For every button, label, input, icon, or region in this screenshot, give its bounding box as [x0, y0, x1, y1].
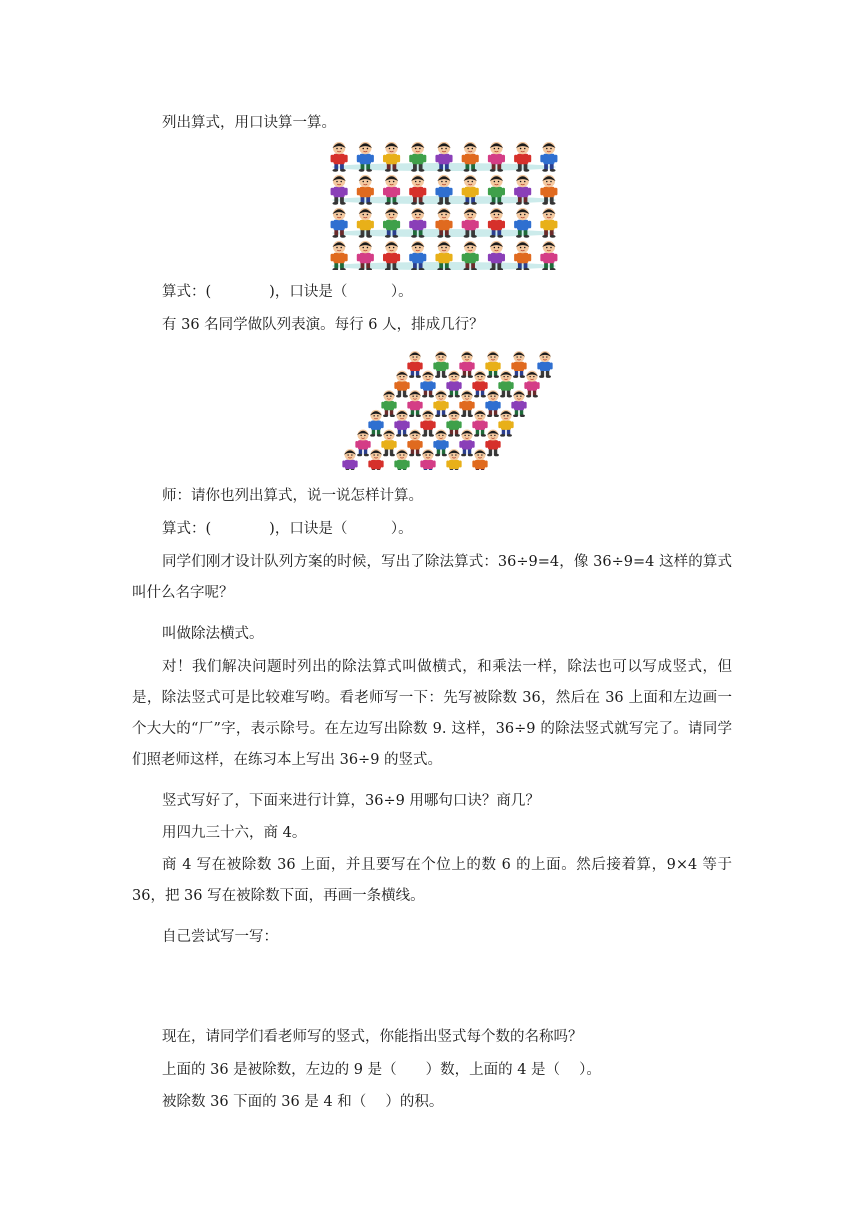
- student-figure: [472, 371, 487, 398]
- formula-blank-1: 算式：( )，口诀是（ ）。: [162, 284, 413, 300]
- student-figure: [446, 371, 461, 398]
- ground-shadow: [332, 196, 556, 204]
- student-figure: [433, 429, 448, 456]
- student-figure: [433, 351, 448, 378]
- student-figure: [407, 351, 422, 378]
- student-figure: [485, 429, 500, 456]
- student-figure: [368, 410, 383, 437]
- instruction-compute: 列出算式，用口诀算一算。: [162, 115, 336, 131]
- student-figure: [407, 390, 422, 417]
- teacher-prompt: 师：请你也列出算式，说一说怎样计算。: [162, 488, 423, 504]
- student-figure: [511, 390, 526, 417]
- student-figure: [446, 449, 461, 470]
- ground-shadow: [332, 163, 556, 171]
- student-figure: [511, 351, 526, 378]
- quotient-answer: 用四九三十六，商 4。: [162, 825, 307, 841]
- student-figure: [394, 449, 409, 470]
- naming-question: 现在，请同学们看老师写的竖式，你能指出竖式每个数的名称吗？: [162, 1029, 583, 1045]
- vertical-form-explanation: 对！我们解决问题时列出的除法算式叫做横式，和乘法一样，除法也可以写成竖式，但是，除法竖式可是比较难写哟。看老师写一下：先写被除数 36，然后在 36 上面和左边画一个大大的“厂”字，表示除号。在左边写出除数 9. 这样，36÷9 的除法竖式就写完了。请同学们照老师这样，在练习本上写出 36÷9 的竖式。: [132, 659, 732, 768]
- student-figure: [394, 371, 409, 398]
- formula-blank-2: 算式：( )，口诀是（ ）。: [162, 521, 413, 537]
- student-figure: [446, 410, 461, 437]
- product-blank: 被除数 36 下面的 36 是 4 和（ ）的积。: [162, 1094, 444, 1110]
- student-figure: [420, 449, 435, 470]
- student-figure: [524, 371, 539, 398]
- horizontal-form-question: 同学们刚才设计队列方案的时候，写出了除法算式：36÷9=4，像 36÷9=4 这样的算式叫什么名字呢？: [132, 554, 732, 601]
- try-writing-prompt: 自己尝试写一写：: [162, 929, 278, 945]
- student-figure: [459, 351, 474, 378]
- students-parallelogram-illustration: [336, 346, 556, 470]
- student-figure: [355, 429, 370, 456]
- answer-horizontal-form: 叫做除法横式。: [162, 626, 264, 642]
- ground-shadow: [332, 262, 556, 270]
- student-figure: [420, 410, 435, 437]
- student-figure: [381, 390, 396, 417]
- quotient-placement-explanation: 商 4 写在被除数 36 上面，并且要写在个位上的数 6 的上面。然后接着算，9×4 等于 36，把 36 写在被除数下面，再画一条横线。: [132, 857, 732, 904]
- calc-question: 竖式写好了，下面来进行计算，36÷9 用哪句口诀？商几？: [162, 793, 540, 809]
- students-grid-illustration: [326, 138, 562, 270]
- student-figure: [459, 429, 474, 456]
- student-figure: [459, 390, 474, 417]
- student-figure: [368, 449, 383, 470]
- student-figure: [407, 429, 422, 456]
- student-figure: [381, 429, 396, 456]
- naming-blanks: 上面的 36 是被除数，左边的 9 是（ ）数，上面的 4 是（ ）。: [162, 1062, 601, 1078]
- student-figure: [420, 371, 435, 398]
- problem-question: 有 36 名同学做队列表演。每行 6 人，排成几行？: [162, 317, 484, 333]
- student-figure: [485, 390, 500, 417]
- student-figure: [472, 410, 487, 437]
- student-figure: [537, 351, 552, 378]
- ground-shadow: [332, 229, 556, 237]
- student-figure: [498, 371, 513, 398]
- student-figure: [498, 410, 513, 437]
- student-figure: [472, 449, 487, 470]
- student-figure: [394, 410, 409, 437]
- student-figure: [433, 390, 448, 417]
- student-figure: [342, 449, 357, 470]
- student-figure: [485, 351, 500, 378]
